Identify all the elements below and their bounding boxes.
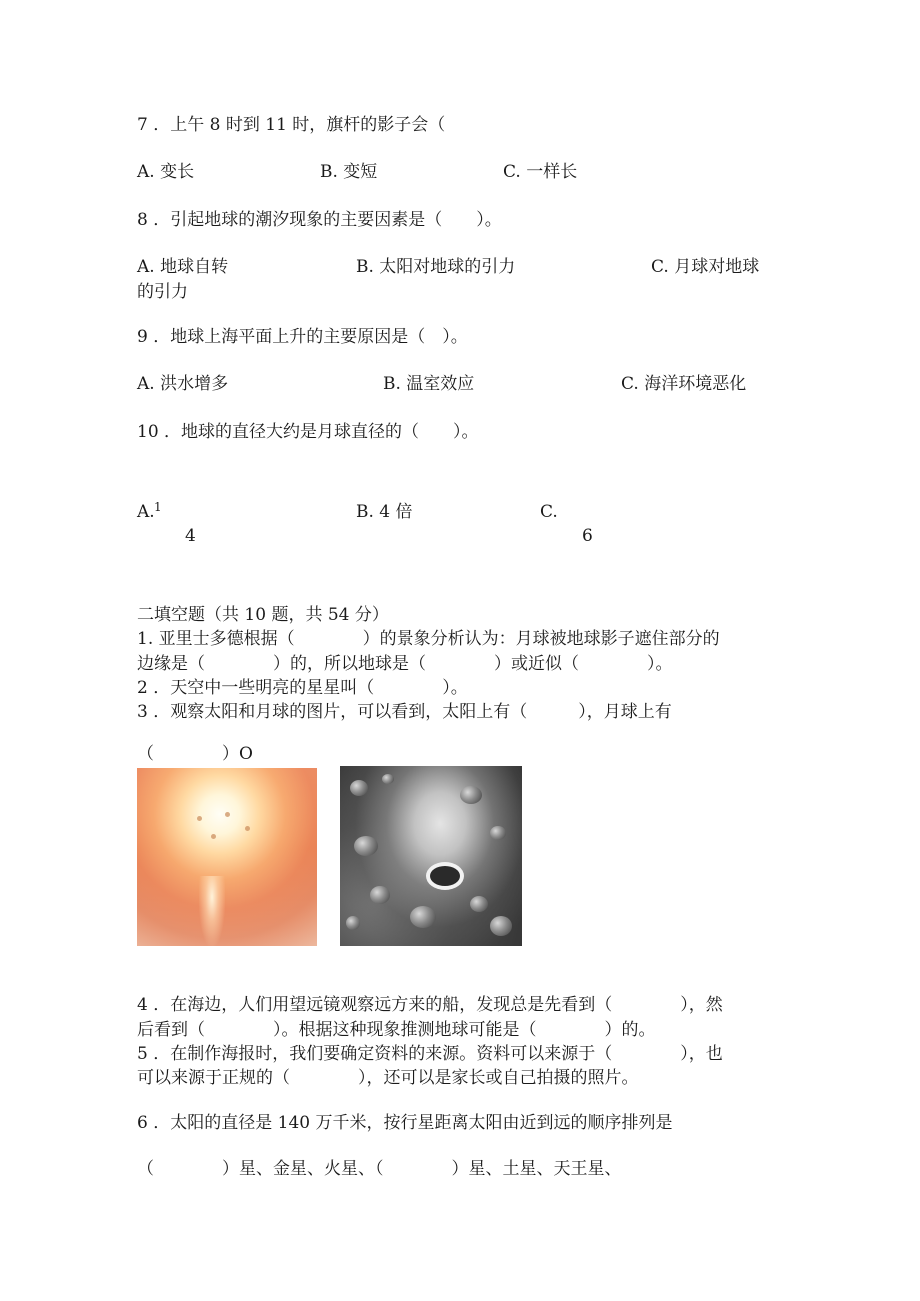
fill-question-4-line-2: 后看到（ ）。根据这种现象推测地球可能是（ ）的。 [137, 1020, 656, 1040]
fill-question-1-line-1: 1. 亚里士多德根据（ ）的景象分析认为：月球被地球影子遮住部分的 [137, 629, 720, 649]
fill-question-4-line-1: 4 ．在海边，人们用望远镜观察远方来的船，发现总是先看到（ ），然 [137, 995, 723, 1015]
question-10-option-a-denominator: 4 [185, 526, 196, 546]
question-9-option-b: B. 温室效应 [383, 374, 475, 394]
fill-question-6-line-1: 6 ．太阳的直径是 140 万千米，按行星距离太阳由近到远的顺序排列是 [137, 1113, 673, 1133]
question-10-option-a-numerator: 1 [154, 500, 162, 514]
question-7-stem: 7 ．上午 8 时到 11 时，旗杆的影子会（ [137, 115, 446, 135]
fill-question-3-line-2: （ ）O [137, 744, 253, 764]
question-8-option-c: C. 月球对地球 [651, 257, 760, 277]
question-7-option-b: B. 变短 [320, 162, 378, 182]
question-8-option-b: B. 太阳对地球的引力 [356, 257, 516, 277]
section-2-title: 二填空题（共 10 题，共 54 分） [137, 605, 389, 625]
question-10-option-c-value: 6 [582, 526, 593, 546]
question-9-option-c: C. 海洋环境恶化 [621, 374, 747, 394]
question-8-stem: 8 ．引起地球的潮汐现象的主要因素是（ ）。 [137, 210, 502, 230]
question-8-option-a: A. 地球自转 [137, 257, 229, 277]
question-10-option-b: B. 4 倍 [356, 502, 413, 522]
fill-question-3-line-1: 3 ．观察太阳和月球的图片，可以看到，太阳上有（ ），月球上有 [137, 702, 672, 722]
sun-photo [137, 768, 317, 946]
question-8-option-c-wrap: 的引力 [137, 282, 188, 302]
question-7-option-a: A. 变长 [137, 162, 195, 182]
fill-question-6-line-2: （ ）星、金星、火星、（ ）星、土星、天王星、 [137, 1159, 622, 1179]
fill-question-1-line-2: 边缘是（ ）的，所以地球是（ ）或近似（ ）。 [137, 654, 673, 674]
fill-question-2: 2 ．天空中一些明亮的星星叫（ ）。 [137, 678, 468, 698]
question-10-option-a: A. [137, 502, 155, 522]
question-9-option-a: A. 洪水增多 [137, 374, 229, 394]
question-10-stem: 10 ．地球的直径大约是月球直径的（ ）。 [137, 422, 479, 442]
moon-photo [340, 766, 522, 946]
fill-question-5-line-2: 可以来源于正规的（ ），还可以是家长或自己拍摄的照片。 [137, 1068, 639, 1088]
question-10-option-c: C. [540, 502, 558, 522]
question-7-option-c: C. 一样长 [503, 162, 578, 182]
question-9-stem: 9 ．地球上海平面上升的主要原因是（ ）。 [137, 327, 468, 347]
fill-question-5-line-1: 5 ．在制作海报时，我们要确定资料的来源。资料可以来源于（ ），也 [137, 1044, 723, 1064]
